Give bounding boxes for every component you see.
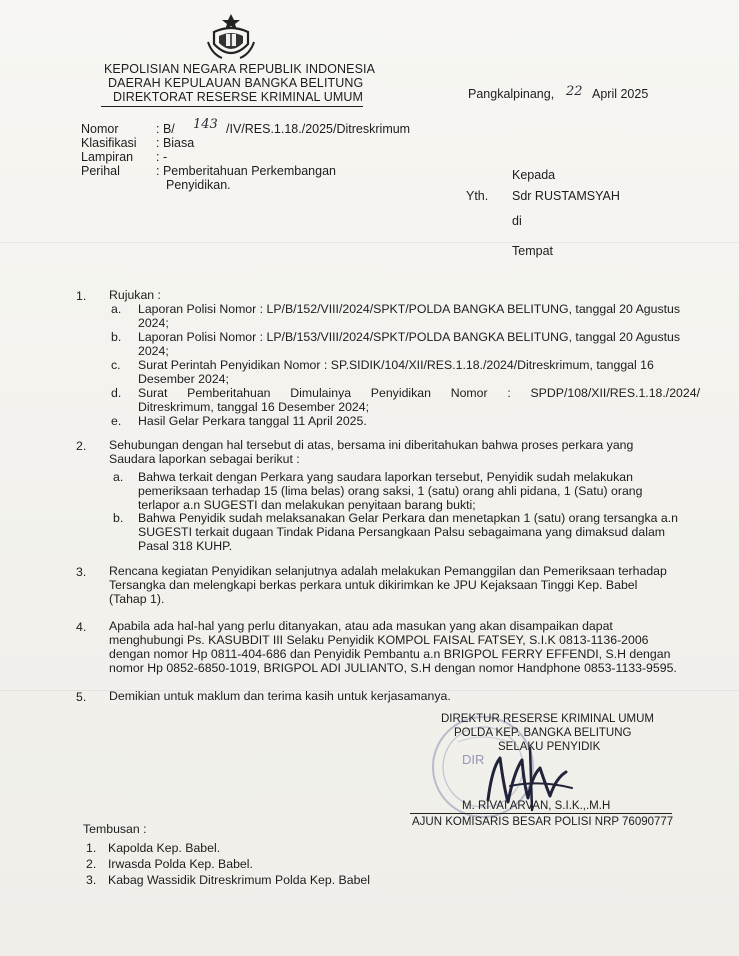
ref-e-line-1: Hasil Gelar Perkara tanggal 11 April 2025.	[138, 414, 367, 428]
item-4-line-3: dengan nomor Hp 0811-404-686 dan Penyidik Pembantu a.n BRIGPOL FERRY EFFENDI, S.H dengan	[109, 647, 671, 661]
recipient-di: di	[512, 214, 522, 228]
signatory-rank: AJUN KOMISARIS BESAR POLISI NRP 76090777	[412, 816, 674, 828]
item-2-number: 2.	[76, 439, 87, 453]
klasifikasi-value: : Biasa	[156, 136, 195, 150]
item-2a-line-2: pemeriksaan terhadap 15 (lima belas) orang saksi, 1 (satu) orang ahli pidana, 1 (Satu) orang	[138, 484, 643, 498]
lampiran-value: : -	[156, 150, 168, 164]
item-2-line-1: Sehubungan dengan hal tersebut di atas, bersama ini diberitahukan bahwa proses perkara yang	[109, 438, 634, 452]
date-month-year: April 2025	[592, 87, 649, 101]
item-3-number: 3.	[76, 565, 87, 579]
nomor-handwritten: 143	[193, 117, 218, 132]
header-line-3: DIREKTORAT RESERSE KRIMINAL UMUM	[113, 90, 363, 104]
item-3-line-3: (Tahap 1).	[109, 592, 165, 606]
ref-e-number: e.	[111, 414, 122, 428]
item-2b-line-1: Bahwa Penyidik sudah melaksanakan Gelar Perkara dan menetapkan 1 (satu) orang tersangka a.n	[138, 511, 679, 525]
ref-b-line-2: 2024;	[138, 344, 169, 358]
signatory-name: M. RIVAI ARVAN, S.I.K.,.M.H	[462, 800, 611, 812]
ref-a-line-1: Laporan Polisi Nomor : LP/B/152/VIII/2024/SPKT/POLDA BANGKA BELITUNG, tanggal 20 Agustus	[138, 302, 681, 316]
recipient-yth: Yth.	[466, 189, 489, 203]
nomor-suffix: /IV/RES.1.18./2025/Ditreskrimum	[226, 122, 411, 136]
ref-d-line-1: Surat Pemberitahuan Dimulainya Penyidikan Nomor : SPDP/108/XII/RES.1.18./2024/	[138, 387, 700, 400]
date-day-handwritten: 22	[566, 84, 583, 99]
tembusan-item: Irwasda Polda Kep. Babel.	[108, 857, 253, 871]
klasifikasi-label: Klasifikasi	[81, 136, 137, 150]
item-2b-line-3: Pasal 318 KUHP.	[138, 539, 233, 553]
fold-line	[0, 242, 739, 243]
signature-title-1: DIREKTUR RESERSE KRIMINAL UMUM	[441, 713, 654, 725]
tembusan-item-number: 2.	[86, 857, 97, 871]
item-2a-line-3: terlapor a.n SUGESTI dan melakukan penyitaan barang bukti;	[138, 498, 476, 512]
item-2b-number: b.	[113, 511, 124, 525]
header-underline	[101, 106, 363, 107]
perihal-value-2: Penyidikan.	[166, 178, 231, 192]
ref-a-number: a.	[111, 302, 122, 316]
item-2b-line-2: SUGESTI terkait dugaan Tindak Pidana Persangkaan Palsu sebagaimana yang dimaksud dalam	[138, 525, 666, 539]
item-5-line-1: Demikian untuk maklum dan terima kasih untuk kerjasamanya.	[109, 689, 451, 703]
lampiran-label: Lampiran	[81, 150, 134, 164]
ref-c-line-2: Desember 2024;	[138, 372, 229, 386]
tembusan-item: Kapolda Kep. Babel.	[108, 841, 221, 855]
item-4-line-1: Apabila ada hal-hal yang perlu ditanyakan, atau ada masukan yang akan disampaikan dapat	[109, 619, 613, 633]
police-emblem-icon	[200, 12, 262, 62]
ref-a-line-2: 2024;	[138, 316, 169, 330]
ref-d-number: d.	[111, 386, 122, 400]
ref-d-line-2: Ditreskrimum, tanggal 16 Desember 2024;	[138, 400, 370, 414]
tembusan-item-number: 3.	[86, 873, 97, 887]
signature-title-3: SELAKU PENYIDIK	[498, 741, 601, 753]
recipient-tempat: Tempat	[512, 244, 553, 258]
item-3-line-1: Rencana kegiatan Penyidikan selanjutnya adalah melakukan Pemanggilan dan Pemeriksaan terhadap	[109, 564, 667, 578]
ref-c-number: c.	[111, 358, 121, 372]
ref-b-line-1: Laporan Polisi Nomor : LP/B/153/VIII/2024/SPKT/POLDA BANGKA BELITUNG, tanggal 20 Agustus	[138, 330, 681, 344]
item-5-number: 5.	[76, 690, 87, 704]
stamp-text: DIR	[462, 752, 485, 767]
recipient-kepada: Kepada	[512, 168, 556, 182]
ref-c-line-1: Surat Perintah Penyidikan Nomor : SP.SIDIK/104/XII/RES.1.18./2024/Ditreskrimum, tanggal 16	[138, 358, 654, 372]
item-2a-line-1: Bahwa terkait dengan Perkara yang saudara laporkan tersebut, Penyidik sudah melakukan	[138, 470, 633, 484]
tembusan-item: Kabag Wassidik Ditreskrimum Polda Kep. Babel	[108, 873, 370, 887]
item-4-line-4: nomor Hp 0852-6850-1019, BRIGPOL ADI JULIANTO, S.H dengan nomor Handphone 0853-1133-9595.	[109, 661, 677, 675]
item-1-title: Rujukan :	[109, 288, 161, 302]
nomor-prefix: : B/	[156, 122, 175, 136]
item-2a-number: a.	[113, 470, 124, 484]
item-3-line-2: Tersangka dan melengkapi berkas perkara untuk dikirimkan ke JPU Kejaksaan Tinggi Kep. Babel	[109, 578, 638, 592]
ref-b-number: b.	[111, 330, 122, 344]
perihal-value-1: : Pemberitahuan Perkembangan	[156, 164, 336, 178]
signatory-underline	[410, 813, 672, 814]
signature-title-2: POLDA KEP. BANGKA BELITUNG	[454, 727, 632, 739]
tembusan-item-number: 1.	[86, 841, 97, 855]
item-1-number: 1.	[76, 289, 87, 303]
perihal-label: Perihal	[81, 164, 120, 178]
date-place: Pangkalpinang,	[468, 87, 555, 101]
item-4-line-2: menghubungi Ps. KASUBDIT III Selaku Penyidik KOMPOL FAISAL FATSEY, S.I.K 0813-1136-2006	[109, 633, 649, 647]
header-line-1: KEPOLISIAN NEGARA REPUBLIK INDONESIA	[104, 62, 376, 76]
nomor-label: Nomor	[81, 122, 119, 136]
item-4-number: 4.	[76, 620, 87, 634]
tembusan-title: Tembusan :	[83, 822, 147, 836]
recipient-name: Sdr RUSTAMSYAH	[512, 189, 620, 203]
item-2-line-2: Saudara laporkan sebagai berikut :	[109, 452, 300, 466]
header-line-2: DAERAH KEPULAUAN BANGKA BELITUNG	[108, 76, 364, 90]
